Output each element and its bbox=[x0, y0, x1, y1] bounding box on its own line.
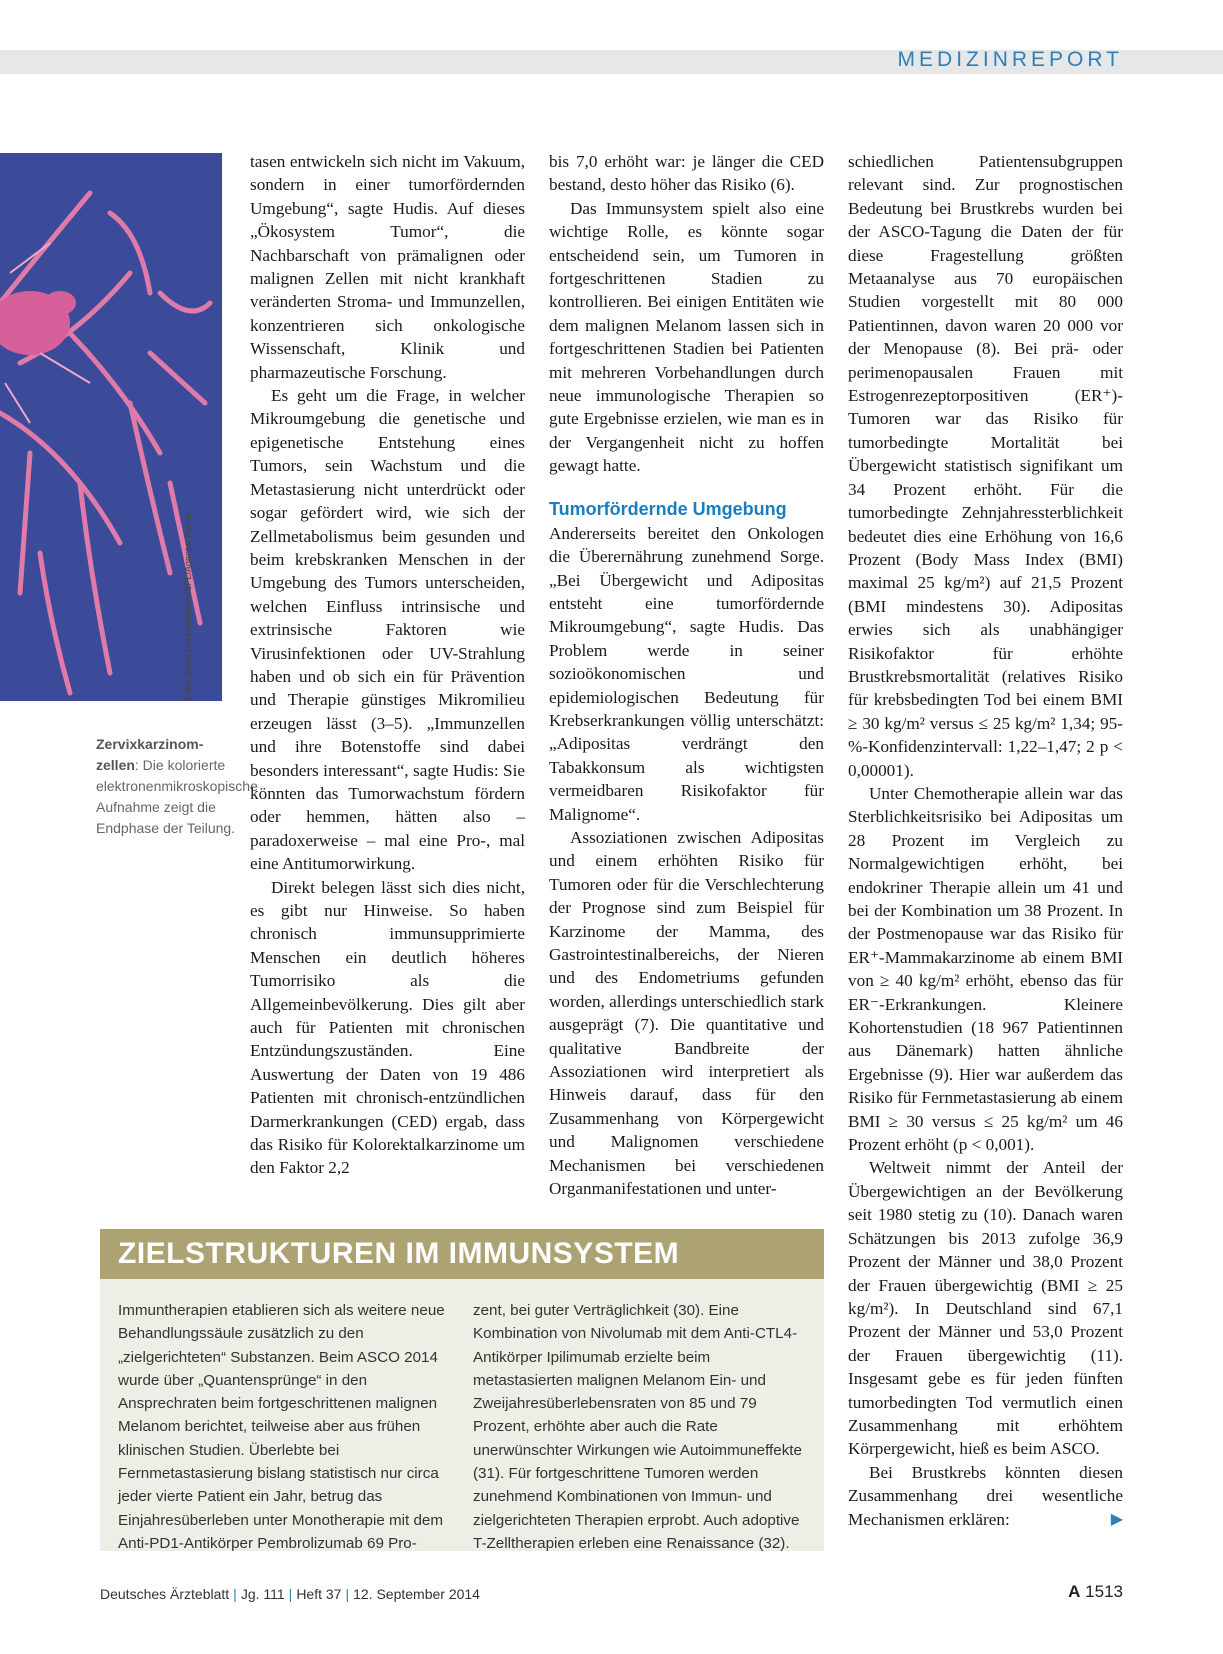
paragraph: Das Immunsystem spielt also eine wichtige Rolle, es könnte sogar entscheidend sein, um Tumoren in fortgeschrittenen Stadien zu kontrollieren. Bei einigen Entitäten wie dem malignen Melanom lassen sich in fortgeschrittenen Stadien bei Patienten mit mehreren Vorbehandlungen durch neue immunologische Therapien so gute Ergebnisse erzielen, wie man es in der Vergangenheit nicht zu hoffen gewagt hatte. bbox=[549, 198, 824, 476]
issue-date: 12. September 2014 bbox=[353, 1586, 480, 1602]
subheading: Tumorfördernde Umgebung bbox=[549, 498, 787, 519]
separator: | bbox=[233, 1586, 237, 1602]
issue: Heft 37 bbox=[296, 1586, 342, 1602]
paragraph-text: Bei Brustkrebs könnten diesen Zusammenhang drei wesentliche Mechanismen erklären: bbox=[848, 1462, 1123, 1529]
photo-credit: Foto: Steve Gschmeissner/SPL/Agentur Focus bbox=[183, 513, 193, 700]
separator: | bbox=[345, 1586, 350, 1602]
page-prefix: A bbox=[1068, 1582, 1081, 1601]
journal-name: Deutsches Ärzteblatt bbox=[100, 1586, 230, 1602]
page-number bbox=[1068, 1582, 1123, 1602]
caption-title: Zervixkarzinom-zellen bbox=[96, 736, 204, 773]
paragraph: Es geht um die Frage, in welcher Mikroumgebung die genetische und epigenetische Entstehung eines Tumors, sein Wachstum und die Metastasierung nicht unterdrückt oder sogar gefördert wird, wie sich der Zellmetabolismus beim gesunden und beim krebskranken Menschen in der Umgebung des Tumors unterscheiden, welchen Einfluss intrinsische und extrinsische Faktoren wie Virusinfektionen oder UV-Strahlung haben und ob sich ein für Prävention und Therapie günstiges Mikromilieu erzeugen lässt (3–5). „Immunzellen und ihre Botenstoffe sind dabei besonders interessant“, sagte Hudis: Sie könnten das Tumorwachstum fördern oder hemmen, hätten also – paradoxerweise – mal eine Pro-, mal eine Antitumorwirkung. bbox=[250, 386, 525, 874]
paragraph: Weltweit nimmt der Anteil der Übergewichtigen an der Bevölkerung seit 1980 stetig zu (10). Danach waren Schätzungen bis 2013 zufolge 36,9 Prozent der Männer und 38,0 Prozent der Frauen übergewichtig (BMI ≥ 25 kg/m²). In Deutschland sind 67,1 Prozent der Männer und 53,0 Prozent der Frauen übergewichtig (11). Insgesamt gebe es für jeden fünften tumorbedingten Tod vermutlich einen Zusammenhang mit erhöhtem Körpergewicht, hieß es beim ASCO. bbox=[848, 1158, 1123, 1459]
paragraph: Unter Chemotherapie allein war das Sterblichkeitsrisiko bei Adipositas um 28 Prozent im Vergleich zu Normalgewichtigen erhöht, bei endokriner Therapie allein um 41 und bei der Kombination um 38 Prozent. In der Postmenopause war das Risiko für ER⁺-Mammakarzinome ab einem BMI von ≥ 40 kg/m² erhöht, ebenso das für ER⁻-Erkrankungen. Kleinere Kohortenstudien (18 967 Patientinnen aus Dänemark) hatten ähnliche Ergebnisse (9). Hier war außerdem das Risiko für Fernmetastasierung ab einem BMI ≥ 30 versus ≤ 25 kg/m² um 46 Prozent erhöht (p < 0,001). bbox=[848, 783, 1123, 1155]
paragraph: tasen entwickeln sich nicht im Vakuum, sondern in einer tumorfördernden Umgebung“, sagte Hudis. Auf dieses „Ökosystem Tumor“, die Nachbarschaft von prämalignen oder malignen Zellen mit nicht krankhaft veränderten Stroma- und Immunzellen, konzentrieren sich onkologische Wissenschaft, Klinik und pharmazeutische Forschung. bbox=[250, 152, 525, 382]
paragraph: Direkt belegen lässt sich dies nicht, es gibt nur Hinweise. So haben chronisch immunsupprimierte Menschen ein deutlich höheres Tumorrisiko als die Allgemeinbevölkerung. Dies gilt aber auch für Patienten mit chronischen Entzündungszuständen. Eine Auswertung der Daten von 19 486 Patienten mit chronisch-entzündlichen Darmerkrankungen (CED) ergab, dass das Risiko für Kolorektalkarzinome um den Faktor 2,2 bbox=[250, 877, 525, 1178]
paragraph: bis 7,0 erhöht war: je länger die CED bestand, desto höher das Risiko (6). bbox=[549, 152, 824, 195]
volume: Jg. 111 bbox=[240, 1586, 285, 1602]
caption-text: : Die kolorierte elektronenmikroskopische Aufnahme zeigt die Endphase der Teilung. bbox=[96, 757, 258, 836]
info-box-column-2: zent, bei guter Verträglichkeit (30). Eine Kombination von Nivolumab mit dem Anti-CTL4-Antikörper Ipilimumab erzielte beim metastasierten malignen Melanom Ein- und Zweijahresüberlebensraten von 85 und 79 Prozent, erhöhte aber auch die Rate unerwünschter Wirkungen wie Autoimmuneffekte (31). Für fortgeschrittene Tumoren werden zunehmend Kombinationen von Immun- und zielgerichteten Therapien erprobt. Auch adoptive T-Zelltherapien erleben eine Renaissance (32). bbox=[473, 1302, 802, 1552]
footer bbox=[100, 1586, 480, 1602]
article-column-2 bbox=[549, 150, 824, 1200]
photo-caption bbox=[96, 734, 258, 839]
info-box-column-1: Immuntherapien etablieren sich als weitere neue Behandlungssäule zusätzlich zu den „zielgerichteten“ Substanzen. Beim ASCO 2014 wurde über „Quantensprünge“ in den Ansprechraten beim fortgeschrittenen malignen Melanom berichtet, teilweise aber aus frühen klinischen Studien. Überlebte bei Fernmetastasierung bislang statistisch nur circa jeder vierte Patient ein Jahr, betrug das Einjahresüberleben unter Monotherapie mit dem Anti-PD1-Antikörper Pembrolizumab 69 Pro- bbox=[118, 1302, 445, 1552]
section-label: MEDIZINREPORT bbox=[897, 48, 1123, 71]
info-box-title: ZIELSTRUKTUREN IM IMMUNSYSTEM bbox=[100, 1229, 824, 1279]
paragraph: Andererseits bereitet den Onkologen die Überernährung zunehmend Sorge. „Bei Übergewicht und Adipositas entsteht eine tumorfördernde Mikroumgebung“, sagte Hudis. Das Problem werde in seiner sozioökonomischen und epidemiologischen Bedeutung für Krebserkrankungen völlig unterschätzt: „Adipositas verdrängt den Tabakkonsum als wichtigsten vermeidbaren Risikofaktor für Malignome“. bbox=[549, 523, 824, 824]
article-column-3 bbox=[848, 150, 1123, 1531]
continue-arrow-icon: ▶ bbox=[1110, 1510, 1123, 1528]
page-value: 1513 bbox=[1085, 1582, 1123, 1601]
article-column-1 bbox=[250, 150, 525, 1180]
separator: | bbox=[288, 1586, 293, 1602]
paragraph: Assoziationen zwischen Adipositas und einem erhöhten Risiko für Tumoren oder für die Verschlechterung der Prognose sind zum Beispiel für Karzinome der Mamma, des Gastrointestinalbereichs, der Nieren und des Endometriums gefunden worden, allerdings unterschiedlich stark ausgeprägt (7). Die quantitative und qualitative Bandbreite der Assoziationen wird interpretiert als Hinweis darauf, dass für den Zusammenhang von Körpergewicht und Malignomen verschiedene Mechanismen bei verschiedenen Organmanifestationen und unter- bbox=[549, 827, 824, 1199]
paragraph: schiedlichen Patientensubgruppen relevant sind. Zur prognostischen Bedeutung bei Brustkrebs wurden bei der ASCO-Tagung die Daten der für diese Fragestellung größten Metaanalyse aus 70 europäischen Studien vorgestellt mit 80 000 Patientinnen, davon waren 20 000 vor der Menopause (8). Bei prä- oder perimenopausalen Frauen mit Estrogenrezeptorpositiven (ER⁺)-Tumoren war das Risiko für tumorbedingte Mortalität bei Übergewicht statistisch signifikant um 34 Prozent erhöht. Für die tumorbedingte Zehnjahressterblichkeit bedeutet dies eine Erhöhung von 16,6 Prozent (Body Mass Index (BMI) maximal 25 kg/m²) auf 21,5 Prozent (BMI mindestens 30). Adipositas erwies sich als unabhängiger Risikofaktor für erhöhte Brustkrebsmortalität (relatives Risiko für krebsbedingten Tod bei einem BMI ≥ 30 kg/m² versus ≤ 25 kg/m² 1,34; 95-%-Konfidenzintervall: 1,22–1,47; 2 p < 0,00001). bbox=[848, 152, 1123, 780]
paragraph bbox=[848, 1461, 1123, 1531]
info-box bbox=[100, 1229, 824, 1551]
